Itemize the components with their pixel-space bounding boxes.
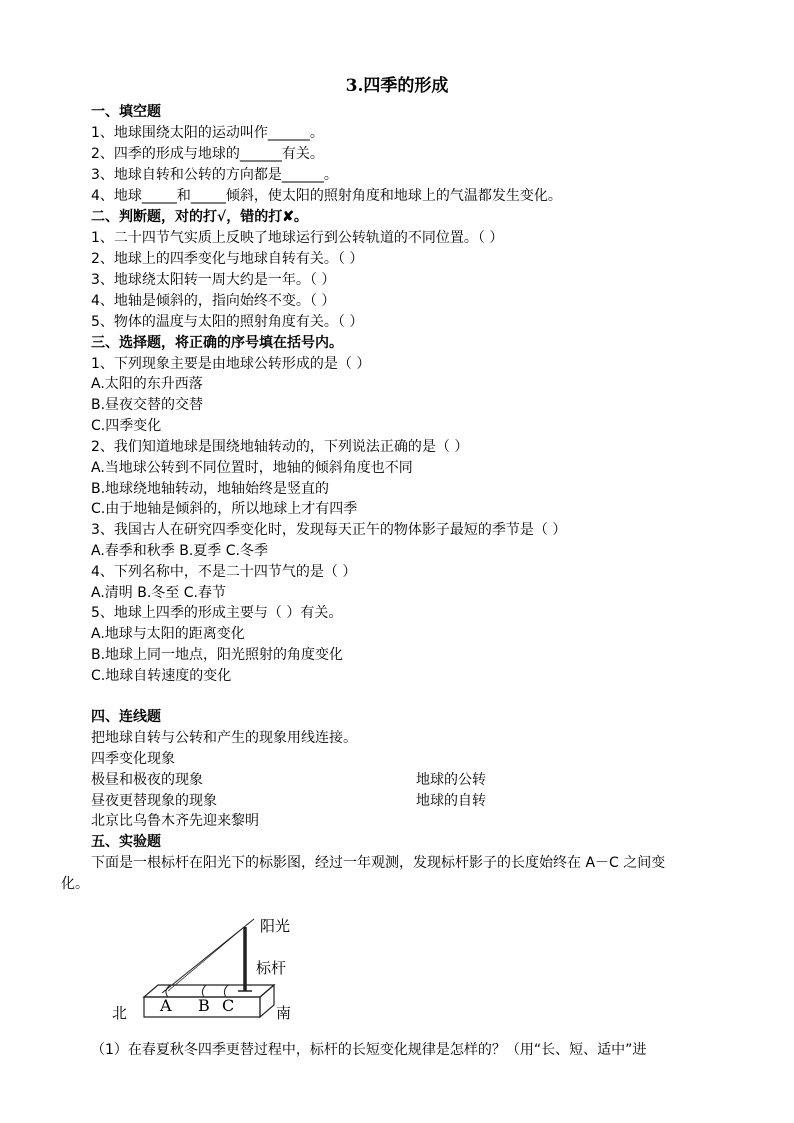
label-pole: 标杆 (256, 959, 287, 977)
question-line: 4、下列名称中，不是二十四节气的是（ ） (91, 564, 357, 580)
option-line: C.由于地轴是倾斜的，所以地球上才有四季 (91, 501, 358, 517)
option-line: A.地球与太阳的距离变化 (91, 626, 245, 642)
label-c: C (222, 996, 235, 1015)
match-left-item: 四季变化现象 (91, 751, 175, 767)
question-line: 1、地球围绕太阳的运动叫作______。 (91, 125, 324, 141)
page-title: 3.四季的形成 (345, 76, 449, 96)
question-line: 1、下列现象主要是由地球公转形成的是（ ） (91, 356, 371, 372)
option-line: B.地球绕地轴转动，地轴始终是竖直的 (91, 481, 330, 497)
question-line: 4、地球_____和_____倾斜，使太阳的照射角度和地球上的气温都发生变化。 (91, 188, 562, 204)
question-line: 2、我们知道地球是围绕地轴转动的，下列说法正确的是（ ） (91, 439, 469, 455)
option-line: B.昼夜交替的交替 (91, 397, 204, 413)
instruction-line: 把地球自转与公转和产生的现象用线连接。 (91, 730, 357, 746)
section-3-heading: 三、选择题，将正确的序号填在括号内。 (91, 335, 343, 351)
match-right-item: 地球的自转 (416, 793, 486, 809)
label-south: 南 (276, 1004, 292, 1022)
label-north: 北 (112, 1004, 128, 1022)
option-line: B.地球上同一地点，阳光照射的角度变化 (91, 647, 344, 663)
label-sun: 阳光 (260, 917, 291, 935)
option-line: A.清明 B.冬至 C.春节 (91, 585, 226, 601)
board-side (260, 985, 274, 1017)
question-line: （1）在春夏秋冬四季更替过程中，标杆的长短变化规律是怎样的？（用“长、短、适中”进 (91, 1042, 647, 1058)
label-b: B (198, 996, 210, 1015)
pole-shadow-figure (100, 905, 310, 1030)
section-4-heading: 四、连线题 (91, 709, 161, 725)
question-line: 3、地球绕太阳转一周大约是一年。（ ） (91, 272, 336, 288)
question-line: 5、物体的温度与太阳的照射角度有关。（ ） (91, 314, 364, 330)
option-line: A.当地球公转到不同位置时，地轴的倾斜角度也不同 (91, 460, 413, 476)
question-line: 5、地球上四季的形成主要与（ ）有关。 (91, 605, 343, 621)
section-1-heading: 一、填空题 (91, 104, 161, 120)
match-right-item: 地球的公转 (416, 772, 486, 788)
sun-ray-2 (168, 923, 249, 991)
option-line: A.春季和秋季 B.夏季 C.冬季 (91, 543, 268, 559)
question-line: 3、地球自转和公转的方向都是______。 (91, 167, 338, 183)
section-5-heading: 五、实验题 (91, 834, 161, 850)
match-left-item: 极昼和极夜的现象 (91, 772, 203, 788)
question-line: 2、四季的形成与地球的______有关。 (91, 146, 324, 162)
label-a: A (160, 996, 172, 1015)
option-line: A.太阳的东升西落 (91, 376, 203, 392)
question-line: 3、我国古人在研究四季变化时，发现每天正午的物体影子最短的季节是（ ） (91, 522, 567, 538)
question-line: 1、二十四节气实质上反映了地球运行到公转轨道的不同位置。（ ） (91, 230, 504, 246)
paragraph-line: 下面是一根标杆在阳光下的标影图，经过一年观测，发现标杆影子的长度始终在 A－C 之间变 (91, 855, 666, 871)
match-left-item: 昼夜更替现象的现象 (91, 793, 217, 809)
match-left-item: 北京比乌鲁木齐先迎来黎明 (91, 813, 259, 829)
section-2-heading: 二、判断题，对的打√，错的打✘。 (91, 209, 308, 225)
paragraph-line: 化。 (61, 876, 89, 892)
option-line: C.四季变化 (91, 418, 162, 434)
option-line: C.地球自转速度的变化 (91, 668, 232, 684)
question-line: 2、地球上的四季变化与地球自转有关。（ ） (91, 251, 364, 267)
question-line: 4、地轴是倾斜的，指向始终不变。（ ） (91, 293, 336, 309)
